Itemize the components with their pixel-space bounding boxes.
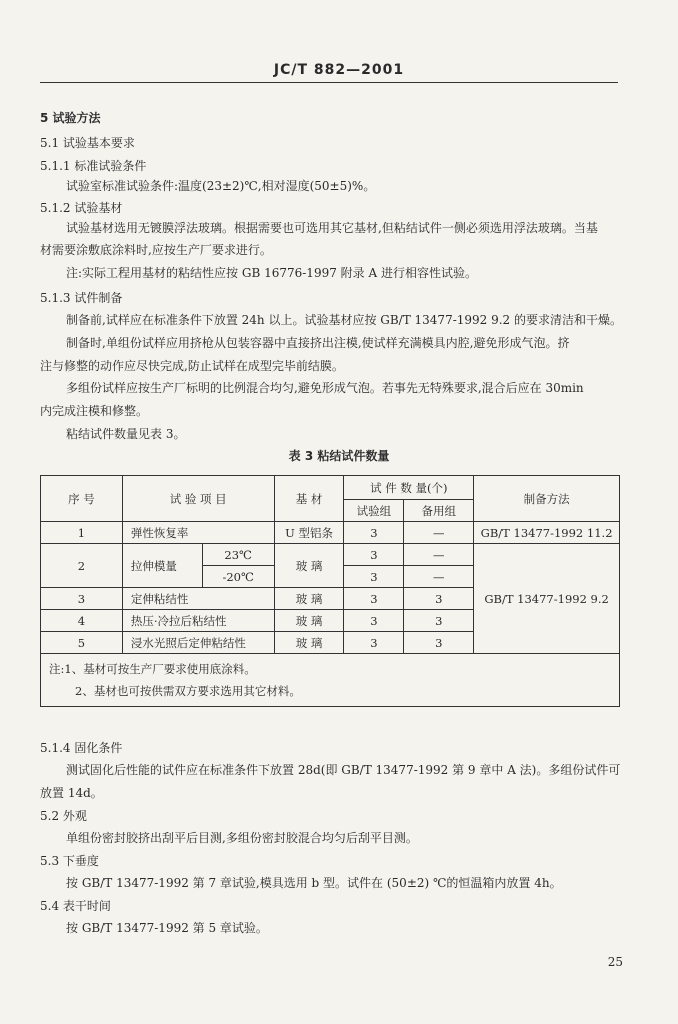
header-test-group: 试验组	[344, 500, 404, 522]
cell-test: 3	[344, 544, 404, 566]
table-row	[41, 544, 620, 566]
paragraph-line: 制备时,单组份试样应用挤枪从包装容器中直接挤出注模,使试样充满模具内腔,避免形成气泡。挤	[66, 336, 570, 350]
cell-spare: 3	[404, 632, 474, 654]
cell-test: 3	[344, 632, 404, 654]
paragraph-line: 粘结试件数量见表 3。	[66, 427, 186, 441]
paragraph-line: 测试固化后性能的试件应在标准条件下放置 28d(即 GB/T 13477-1992 第 9 章中 A 法)。多组份试件可	[66, 763, 621, 777]
cell-item: 热压·冷拉后粘结性	[122, 610, 274, 632]
standard-header: JC/T 882—2001	[273, 62, 405, 78]
section-5-1-2-heading: 5.1.2 试验基材	[40, 201, 123, 215]
cell-spare: —	[404, 544, 474, 566]
cell-spare: 3	[404, 588, 474, 610]
paragraph-line: 内完成注模和修整。	[40, 404, 149, 418]
section-5-heading: 5 试验方法	[40, 111, 101, 125]
paragraph-line: 试验基材选用无镀膜浮法玻璃。根据需要也可选用其它基材,但粘结试件一侧必须选用浮法玻璃。当基	[66, 221, 598, 235]
paragraph-line: 多组份试样应按生产厂标明的比例混合均匀,避免形成气泡。若事先无特殊要求,混合后应在 30min	[66, 381, 584, 395]
cell-test: 3	[344, 610, 404, 632]
table-row	[41, 522, 620, 544]
table-note-1: 注:1、基材可按生产厂要求使用底涂料。	[49, 662, 256, 676]
header-item: 试 验 项 目	[122, 476, 274, 522]
cell-spare: —	[404, 566, 474, 588]
page-number: 25	[607, 955, 623, 969]
table-note-2: 2、基材也可按供需双方要求选用其它材料。	[75, 684, 301, 698]
cell-item: 定伸粘结性	[122, 588, 274, 610]
header-seq: 序 号	[41, 476, 123, 522]
cell-item: 拉伸模量	[122, 544, 202, 588]
section-5-4-heading: 5.4 表干时间	[40, 899, 111, 913]
table-caption: 表 3 粘结试件数量	[288, 449, 390, 463]
cell-item: 弹性恢复率	[122, 522, 274, 544]
cell-seq: 2	[41, 544, 123, 588]
note-line: 注:实际工程用基材的粘结性应按 GB 16776-1997 附录 A 进行相容性试验。	[66, 266, 477, 280]
cell-seq: 1	[41, 522, 123, 544]
cell-method: GB/T 13477-1992 11.2	[474, 522, 620, 544]
cell-item: 浸水光照后定伸粘结性	[122, 632, 274, 654]
table-notes-row	[41, 654, 620, 707]
section-5-1-3-heading: 5.1.3 试件制备	[40, 291, 123, 305]
section-5-1-4-heading: 5.1.4 固化条件	[40, 741, 123, 755]
paragraph-line: 材需要涂敷底涂料时,应按生产厂要求进行。	[40, 243, 272, 257]
table-3	[40, 475, 620, 707]
cell-substrate: 玻 璃	[274, 544, 344, 588]
header-substrate: 基 材	[274, 476, 344, 522]
paragraph-line: 按 GB/T 13477-1992 第 5 章试验。	[66, 921, 268, 935]
paragraph-line: 放置 14d。	[40, 786, 103, 800]
section-5-3-heading: 5.3 下垂度	[40, 854, 99, 868]
header-rule	[40, 82, 618, 83]
header-method: 制备方法	[474, 476, 620, 522]
section-5-1-1-text: 试验室标准试验条件:温度(23±2)℃,相对湿度(50±5)%。	[66, 179, 376, 193]
paragraph-line: 单组份密封胶挤出刮平后目测,多组份密封胶混合均匀后刮平目测。	[66, 831, 418, 845]
cell-test: 3	[344, 522, 404, 544]
cell-substrate: U 型铝条	[274, 522, 344, 544]
section-5-2-heading: 5.2 外观	[40, 809, 87, 823]
cell-substrate: 玻 璃	[274, 632, 344, 654]
cell-substrate: 玻 璃	[274, 610, 344, 632]
cell-seq: 5	[41, 632, 123, 654]
section-5-1-heading: 5.1 试验基本要求	[40, 136, 135, 150]
header-spare-group: 备用组	[404, 500, 474, 522]
paragraph-line: 注与修整的动作应尽快完成,防止试样在成型完毕前结膜。	[40, 359, 344, 373]
header-count: 试 件 数 量(个)	[344, 476, 474, 500]
paragraph-line: 按 GB/T 13477-1992 第 7 章试验,模具选用 b 型。试件在 (50±2) ℃的恒温箱内放置 4h。	[66, 876, 562, 890]
cell-spare: —	[404, 522, 474, 544]
cell-substrate: 玻 璃	[274, 588, 344, 610]
cell-test: 3	[344, 566, 404, 588]
paragraph-line: 制备前,试样应在标准条件下放置 24h 以上。试验基材应按 GB/T 13477-1992 9.2 的要求清洁和干燥。	[66, 313, 623, 327]
cell-method: GB/T 13477-1992 9.2	[474, 544, 620, 654]
cell-seq: 4	[41, 610, 123, 632]
cell-seq: 3	[41, 588, 123, 610]
cell-test: 3	[344, 588, 404, 610]
cell-sub: -20℃	[202, 566, 274, 588]
cell-sub: 23℃	[202, 544, 274, 566]
cell-spare: 3	[404, 610, 474, 632]
section-5-1-1-heading: 5.1.1 标准试验条件	[40, 159, 147, 173]
